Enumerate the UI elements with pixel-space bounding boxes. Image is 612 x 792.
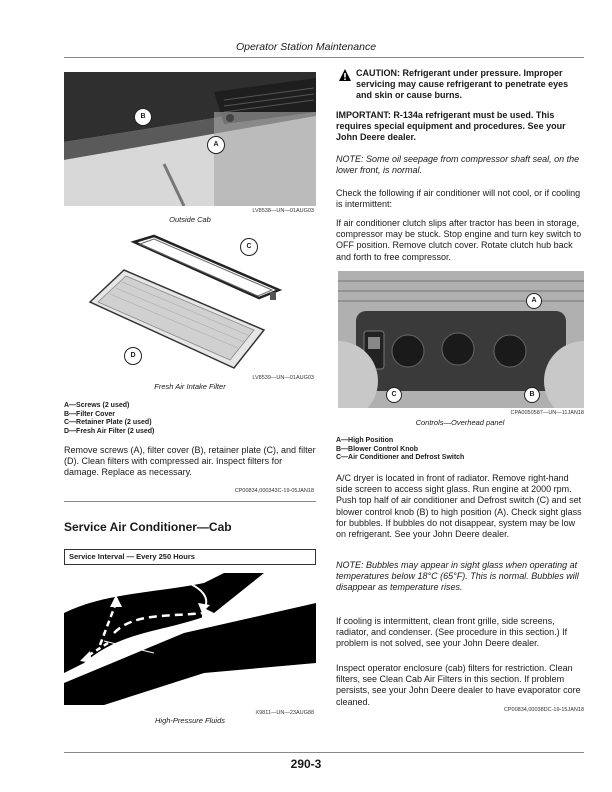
callout-c: C	[240, 238, 258, 256]
dryer-paragraph: A/C dryer is located in front of radiator. Remove right-hand side screen to access sight glass. Run engine at 2000 rpm. Push top half of air conditioner and Defrost switch (C) and set blower control knob (B) to high position (A). Check sight glass for bubbles. If bubbles do not disappear, system may be low on refrigerant. See your John Deere dealer.	[336, 473, 582, 540]
legend-item: A—Screws (2 used)	[64, 402, 130, 409]
header-rule	[64, 57, 584, 58]
note-bubbles: NOTE: Bubbles may appear in sight glass when operating at temperatures below 18°C (65°F). This is normal. Bubbles will disappear as temperature rises.	[336, 560, 579, 593]
important-text: IMPORTANT: R-134a refrigerant must be used. This requires special equipment and procedures. See your John Deere dealer.	[336, 110, 566, 142]
callout-b: B	[134, 108, 152, 126]
callout-a: A	[207, 136, 225, 154]
section-title: Service Air Conditioner—Cab	[64, 520, 232, 534]
legend-item: C—Retainer Plate (2 used)	[64, 419, 152, 427]
check-paragraph: Check the following if air conditioner will not cool, or if cooling is intermittent:	[336, 188, 581, 210]
callout-c: C	[386, 387, 402, 403]
legend-item: B—Blower Control Knob	[336, 445, 419, 453]
figure-caption: High-Pressure Fluids	[154, 716, 226, 725]
reference-code: CP00834,00038DC-19-15JAN18	[503, 707, 584, 713]
figure-code: CPA0050587—UN—11JAN18	[510, 410, 584, 416]
callout-b: B	[524, 387, 540, 403]
service-interval-box: Service Interval — Every 250 Hours	[64, 549, 316, 565]
legend-left	[64, 402, 314, 436]
callout-d: D	[124, 347, 142, 365]
page-header: Operator Station Maintenance	[235, 41, 377, 53]
legend-item: A—High Position	[336, 437, 394, 444]
remove-paragraph: Remove screws (A), filter cover (B), retainer plate (C), and filter (D). Clean filters with compressed air. Inspect filters for damage. Replace as necessary.	[64, 445, 316, 478]
section-rule	[64, 501, 316, 502]
page-number: 290-3	[290, 757, 322, 771]
controls-illustration	[338, 271, 584, 408]
callout-a: A	[526, 293, 542, 309]
outside-cab-illustration	[64, 72, 316, 206]
note-seepage: NOTE: Some oil seepage from compressor shaft seal, on the lower front, is normal.	[336, 154, 580, 176]
legend-item: D—Fresh Air Filter (2 used)	[64, 427, 155, 435]
figure-outside-cab	[64, 72, 316, 206]
figure-air-filter	[64, 230, 316, 370]
inspect-paragraph: Inspect operator enclosure (cab) filters for restriction. Clean filters, see Clean Cab Air Filters in this section. If problem persists, see your John Deere dealer to have evaporator core cleaned.	[336, 663, 581, 707]
intermittent-paragraph: If cooling is intermittent, clean front grille, side screens, radiator, and condenser. (See procedure in this section.) If problem is not solved, see your John Deere dealer.	[336, 616, 568, 649]
figure-code: LV8538—UN—01AUG03	[252, 208, 314, 214]
air-filter-illustration	[64, 230, 316, 370]
high-pressure-illustration	[64, 573, 316, 705]
reference-code: CP00834,000343C-19-05JAN18	[234, 488, 314, 494]
figure-caption: Controls—Overhead panel	[415, 418, 505, 427]
legend-item: B—Filter Cover	[64, 410, 115, 418]
clutch-paragraph: If air conditioner clutch slips after tractor has been in storage, compressor may be stuck. Stop engine and turn key switch to OFF position. Remove clutch cover. Rotate clutch hub back and forth to free compressor.	[336, 218, 582, 262]
legend-item: C—Air Conditioner and Defrost Switch	[336, 454, 465, 462]
caution-text: CAUTION: Refrigerant under pressure. Improper servicing may cause refrigerant to penetrate eyes and skin or cause burns.	[356, 68, 569, 100]
legend-right	[336, 437, 586, 463]
figure-caption: Fresh Air Intake Filter	[154, 382, 226, 391]
warning-icon	[338, 68, 352, 82]
figure-high-pressure	[64, 573, 316, 705]
figure-caption: Outside Cab	[169, 215, 211, 224]
figure-code: LV8539—UN—01AUG03	[252, 375, 314, 381]
figure-code: X9811—UN—23AUG88	[255, 710, 314, 716]
figure-controls	[338, 271, 584, 408]
footer-rule	[64, 752, 584, 753]
